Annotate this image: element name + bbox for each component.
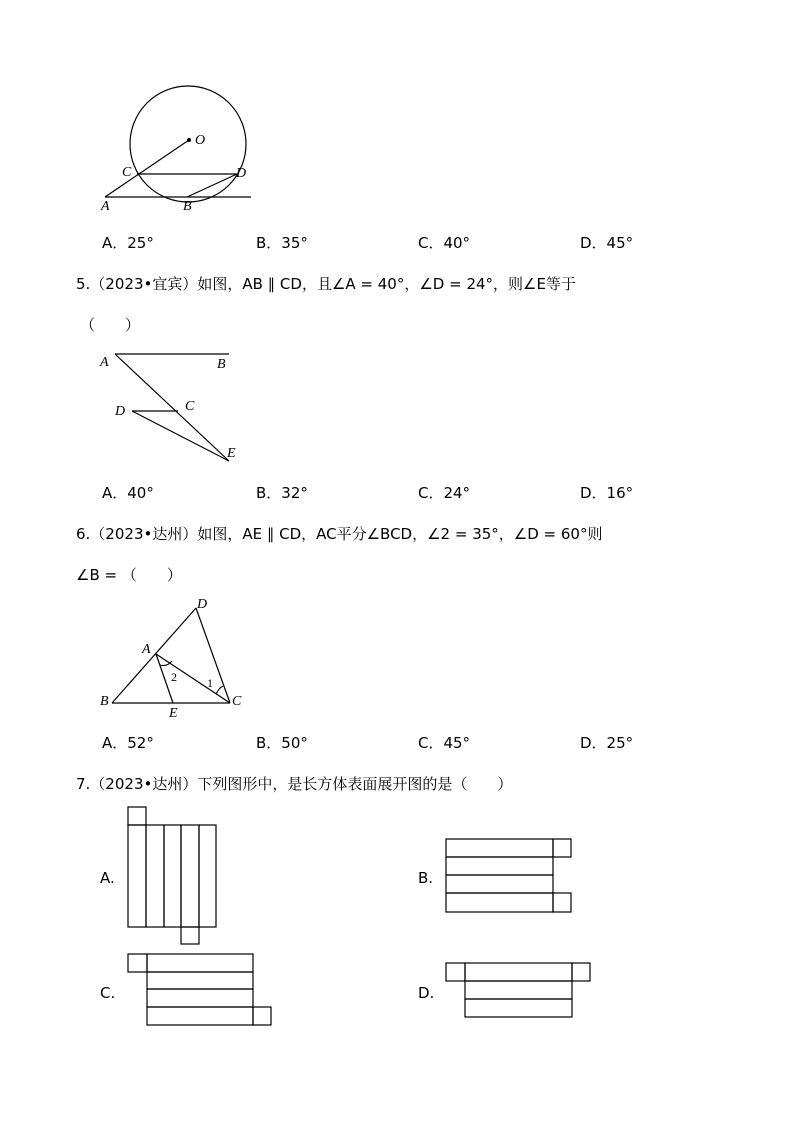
q6-label-E: E — [169, 706, 178, 721]
q5-line-DE — [132, 411, 229, 461]
q5-option-b[interactable]: B．32° — [256, 484, 308, 502]
q7-net-d[interactable] — [445, 962, 593, 1020]
q4-option-d[interactable]: D．45° — [580, 234, 634, 252]
q5-label-E: E — [227, 446, 236, 461]
q5-label-B: B — [217, 357, 226, 372]
q4-option-a[interactable]: A．25° — [102, 234, 154, 252]
q7-option-c-label[interactable]: C. — [100, 984, 116, 1002]
q6-label-C: C — [232, 694, 242, 709]
q6-stem-line2: ∠B = （ ） — [76, 566, 182, 584]
q6-label-angle-1: 1 — [207, 676, 213, 690]
q4-label-O: O — [195, 133, 206, 148]
q6-option-d[interactable]: D．25° — [580, 734, 634, 752]
q4-line-DB — [187, 174, 237, 197]
q7-option-d-label[interactable]: D. — [418, 984, 435, 1002]
q5-label-A: A — [100, 355, 109, 370]
q6-figure — [95, 593, 255, 723]
q5-label-C: C — [185, 399, 195, 414]
q5-option-a[interactable]: A．40° — [102, 484, 154, 502]
q5-option-c[interactable]: C．24° — [418, 484, 471, 502]
q7-option-a-label[interactable]: A. — [100, 869, 115, 887]
q6-line-DC — [196, 608, 230, 703]
q4-label-C: C — [122, 165, 132, 180]
q4-label-A: A — [101, 199, 110, 214]
q6-label-angle-2: 2 — [171, 670, 177, 684]
q6-option-c[interactable]: C．45° — [418, 734, 471, 752]
q6-stem: 6.（2023•达州）如图，AE ∥ CD，AC平分∠BCD，∠2 = 35°，∠D = 60°则 — [76, 525, 603, 543]
q5-line-AE — [115, 354, 229, 461]
q6-angle-2-arc — [160, 661, 172, 666]
q6-line-AC — [156, 654, 230, 703]
q5-label-D: D — [115, 404, 126, 419]
q7-stem: 7.（2023•达州）下列图形中，是长方体表面展开图的是（ ） — [76, 775, 513, 793]
q4-option-b[interactable]: B．35° — [256, 234, 308, 252]
q5-answer-paren: （ ） — [80, 316, 141, 334]
q4-label-B: B — [183, 199, 192, 214]
q5-option-d[interactable]: D．16° — [580, 484, 634, 502]
q4-option-c[interactable]: C．40° — [418, 234, 471, 252]
q6-option-a[interactable]: A．52° — [102, 734, 154, 752]
q6-angle-1-arc — [216, 686, 223, 694]
q6-label-A: A — [142, 642, 151, 657]
q5-stem: 5.（2023•宜宾）如图，AB ∥ CD，且∠A = 40°，∠D = 24°，则∠E等于 — [76, 275, 576, 293]
q6-label-B: B — [100, 694, 109, 709]
q6-option-b[interactable]: B．50° — [256, 734, 308, 752]
q7-option-b-label[interactable]: B. — [418, 869, 434, 887]
q4-label-D: D — [236, 166, 247, 181]
q6-label-D: D — [197, 597, 208, 612]
q4-line-AC-O — [105, 140, 189, 197]
q6-line-BD — [112, 608, 196, 703]
q7-net-b[interactable] — [445, 838, 573, 916]
q4-point-O — [187, 138, 191, 142]
q5-figure — [95, 345, 255, 470]
q7-net-c[interactable] — [127, 953, 273, 1028]
q4-figure — [95, 78, 265, 218]
q7-net-a[interactable] — [127, 806, 219, 946]
q4-circle — [130, 86, 246, 202]
